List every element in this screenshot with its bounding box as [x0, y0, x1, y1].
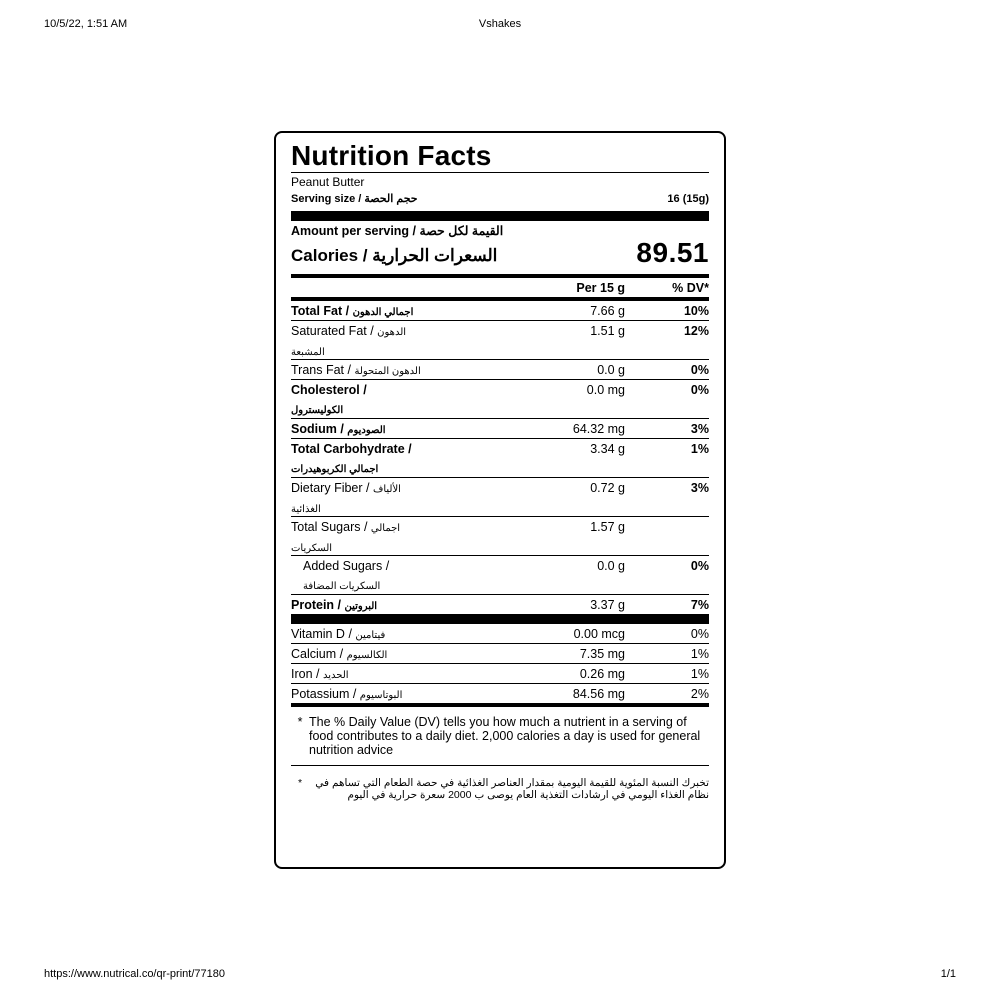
- vitamin-name-ar: البوتاسيوم: [359, 690, 403, 701]
- vitamin-amount: 84.56 mg: [572, 687, 625, 701]
- nutrient-name: Total Carbohydrate: [291, 442, 405, 456]
- print-url: https://www.nutrical.co/qr-print/77180: [44, 968, 225, 980]
- calories-label: Calories / السعرات الحرارية: [291, 246, 498, 265]
- calories-row: [291, 239, 709, 267]
- nutrient-amount: 64.32 mg: [572, 422, 625, 436]
- nutrient-name-ar: اجمالي الدهون: [352, 307, 414, 318]
- footnote-text-en: The % Daily Value (DV) tells you how much a nutrient in a serving of food contributes to a daily diet. 2,000 calories a day is used for general nutrition advice: [309, 715, 701, 757]
- vitamin-amount: 0.26 mg: [579, 667, 625, 681]
- footnote-english: [291, 707, 709, 765]
- label-title: Nutrition Facts: [291, 140, 492, 171]
- nutrient-dv: 0%: [690, 559, 709, 573]
- serving-size-row: [291, 190, 709, 208]
- nutrient-dv: 7%: [690, 598, 709, 612]
- vitamin-dv: 0%: [690, 627, 709, 641]
- vitamin-row-vitamin-d: Vitamin D / فيتامين 0.00 mcg 0%: [291, 624, 709, 644]
- nutrient-name: Total Sugars: [291, 520, 361, 534]
- column-header-row: [291, 278, 709, 298]
- product-name: Peanut Butter: [291, 175, 365, 189]
- amount-per-serving: Amount per serving / القيمة لكل حصة: [291, 224, 504, 238]
- footnote-text-ar: تخبرك النسبة المئوية للقيمة اليومية بمقدار العناصر الغذائية في حصة الطعام التي تساهم في نظام الغذاء اليومي في ارشادات التغذية العام يوصى ب 2000 سعرة حرارية في اليوم: [315, 777, 709, 801]
- nutrient-amount: 0.0 g: [597, 559, 625, 573]
- vitamin-name-ar: الكالسيوم: [346, 650, 388, 661]
- nutrient-amount: 0.0 mg: [586, 383, 625, 397]
- vitamin-amount: 0.00 mcg: [573, 627, 625, 641]
- nutrient-row-cholesterol: Cholesterol / الكوليسترول 0.0 mg 0%: [291, 380, 709, 419]
- nutrient-dv: 1%: [690, 442, 709, 456]
- nutrient-row-saturated-fat: Saturated Fat / الدهون المشبعة 1.51 g 12%: [291, 321, 709, 360]
- vitamin-name: Iron: [291, 667, 313, 681]
- print-title: Vshakes: [478, 18, 522, 30]
- footnote-arabic: [291, 766, 709, 801]
- nutrient-name: Cholesterol: [291, 383, 360, 397]
- nutrient-name: Added Sugars: [303, 559, 383, 573]
- nutrient-amount: 0.72 g: [590, 481, 625, 495]
- nutrient-name-ar: الصوديوم: [347, 425, 386, 436]
- nutrient-name: Saturated Fat: [291, 324, 367, 338]
- footnote-star-ar: *: [297, 777, 303, 789]
- nutrient-name-ar: الدهون: [377, 327, 407, 338]
- nutrition-label: [274, 131, 726, 869]
- nutrient-dv: 10%: [683, 304, 709, 318]
- vitamin-row-potassium: Potassium / البوتاسيوم 84.56 mg 2%: [291, 684, 709, 703]
- vitamin-row-iron: Iron / الحديد 0.26 mg 1%: [291, 664, 709, 684]
- vitamin-name: Potassium: [291, 687, 350, 701]
- nutrient-row-added-sugars: Added Sugars / السكريات المضافة 0.0 g 0%: [291, 556, 709, 595]
- nutrient-row-protein: Protein / البروتين 3.37 g 7%: [291, 595, 709, 614]
- nutrient-row-dietary-fiber: Dietary Fiber / الألياف الغذائية 0.72 g 3%: [291, 478, 709, 517]
- vitamin-dv: 1%: [690, 647, 709, 661]
- nutrient-name-ar: الكوليسترول: [291, 405, 344, 416]
- vitamin-dv: 1%: [690, 667, 709, 681]
- vitamin-name: Vitamin D: [291, 627, 345, 641]
- vitamin-amount: 7.35 mg: [579, 647, 625, 661]
- vitamin-row-calcium: Calcium / الكالسيوم 7.35 mg 1%: [291, 644, 709, 664]
- vitamin-name-ar: الحديد: [322, 670, 349, 681]
- print-page-number: 1/1: [940, 968, 956, 980]
- footnote-star: *: [297, 715, 303, 729]
- nutrient-name-ar-2: الغذائية: [291, 504, 321, 515]
- nutrient-row-total-carbohydrate: Total Carbohydrate / اجمالي الكربوهيدرات 3.34 g 1%: [291, 439, 709, 478]
- vitamin-dv: 2%: [690, 687, 709, 701]
- nutrient-name-ar: الألياف: [372, 484, 401, 495]
- vitamin-name-ar: فيتامين: [355, 630, 386, 641]
- col-per-header: Per 15 g: [576, 281, 625, 295]
- nutrient-amount: 3.37 g: [590, 598, 625, 612]
- nutrient-name: Protein: [291, 598, 335, 612]
- nutrient-dv: 3%: [690, 481, 709, 495]
- nutrient-row-sodium: Sodium / الصوديوم 64.32 mg 3%: [291, 419, 709, 439]
- print-date: 10/5/22, 1:51 AM: [44, 18, 128, 30]
- nutrient-dv: 0%: [690, 363, 709, 377]
- nutrient-name-ar-2: السكريات: [291, 543, 333, 554]
- nutrient-name-ar: اجمالي: [370, 523, 401, 534]
- nutrient-amount: 1.57 g: [590, 520, 625, 534]
- nutrient-dv: 0%: [690, 383, 709, 397]
- nutrient-name-ar: البروتين: [344, 601, 378, 612]
- nutrient-name-ar-2: المشبعة: [291, 347, 325, 358]
- nutrient-row-trans-fat: Trans Fat / الدهون المتحولة 0.0 g 0%: [291, 360, 709, 380]
- calories-value: 89.51: [636, 237, 709, 268]
- nutrient-dv: [625, 517, 709, 518]
- serving-size-label: Serving size / حجم الحصة: [291, 193, 418, 205]
- nutrient-name-ar: الدهون المتحولة: [354, 366, 421, 377]
- col-dv-header: % DV*: [672, 281, 709, 295]
- nutrient-amount: 0.0 g: [597, 363, 625, 377]
- nutrient-row-total-sugars: Total Sugars / اجمالي السكريات 1.57 g: [291, 517, 709, 556]
- vitamin-name: Calcium: [291, 647, 337, 661]
- serving-size-value: 16 (15g): [667, 193, 709, 205]
- nutrient-name: Sodium: [291, 422, 337, 436]
- nutrient-name-ar: اجمالي الكربوهيدرات: [291, 464, 379, 475]
- nutrient-name: Total Fat: [291, 304, 343, 318]
- nutrient-amount: 3.34 g: [590, 442, 625, 456]
- nutrient-name-ar: السكريات المضافة: [303, 581, 381, 592]
- nutrient-amount: 1.51 g: [590, 324, 625, 338]
- nutrient-name: Trans Fat: [291, 363, 345, 377]
- nutrient-dv: 12%: [683, 324, 709, 338]
- nutrient-amount: 7.66 g: [590, 304, 625, 318]
- nutrient-dv: 3%: [690, 422, 709, 436]
- nutrient-name: Dietary Fiber: [291, 481, 363, 495]
- nutrient-row-total-fat: Total Fat / اجمالي الدهون 7.66 g 10%: [291, 301, 709, 321]
